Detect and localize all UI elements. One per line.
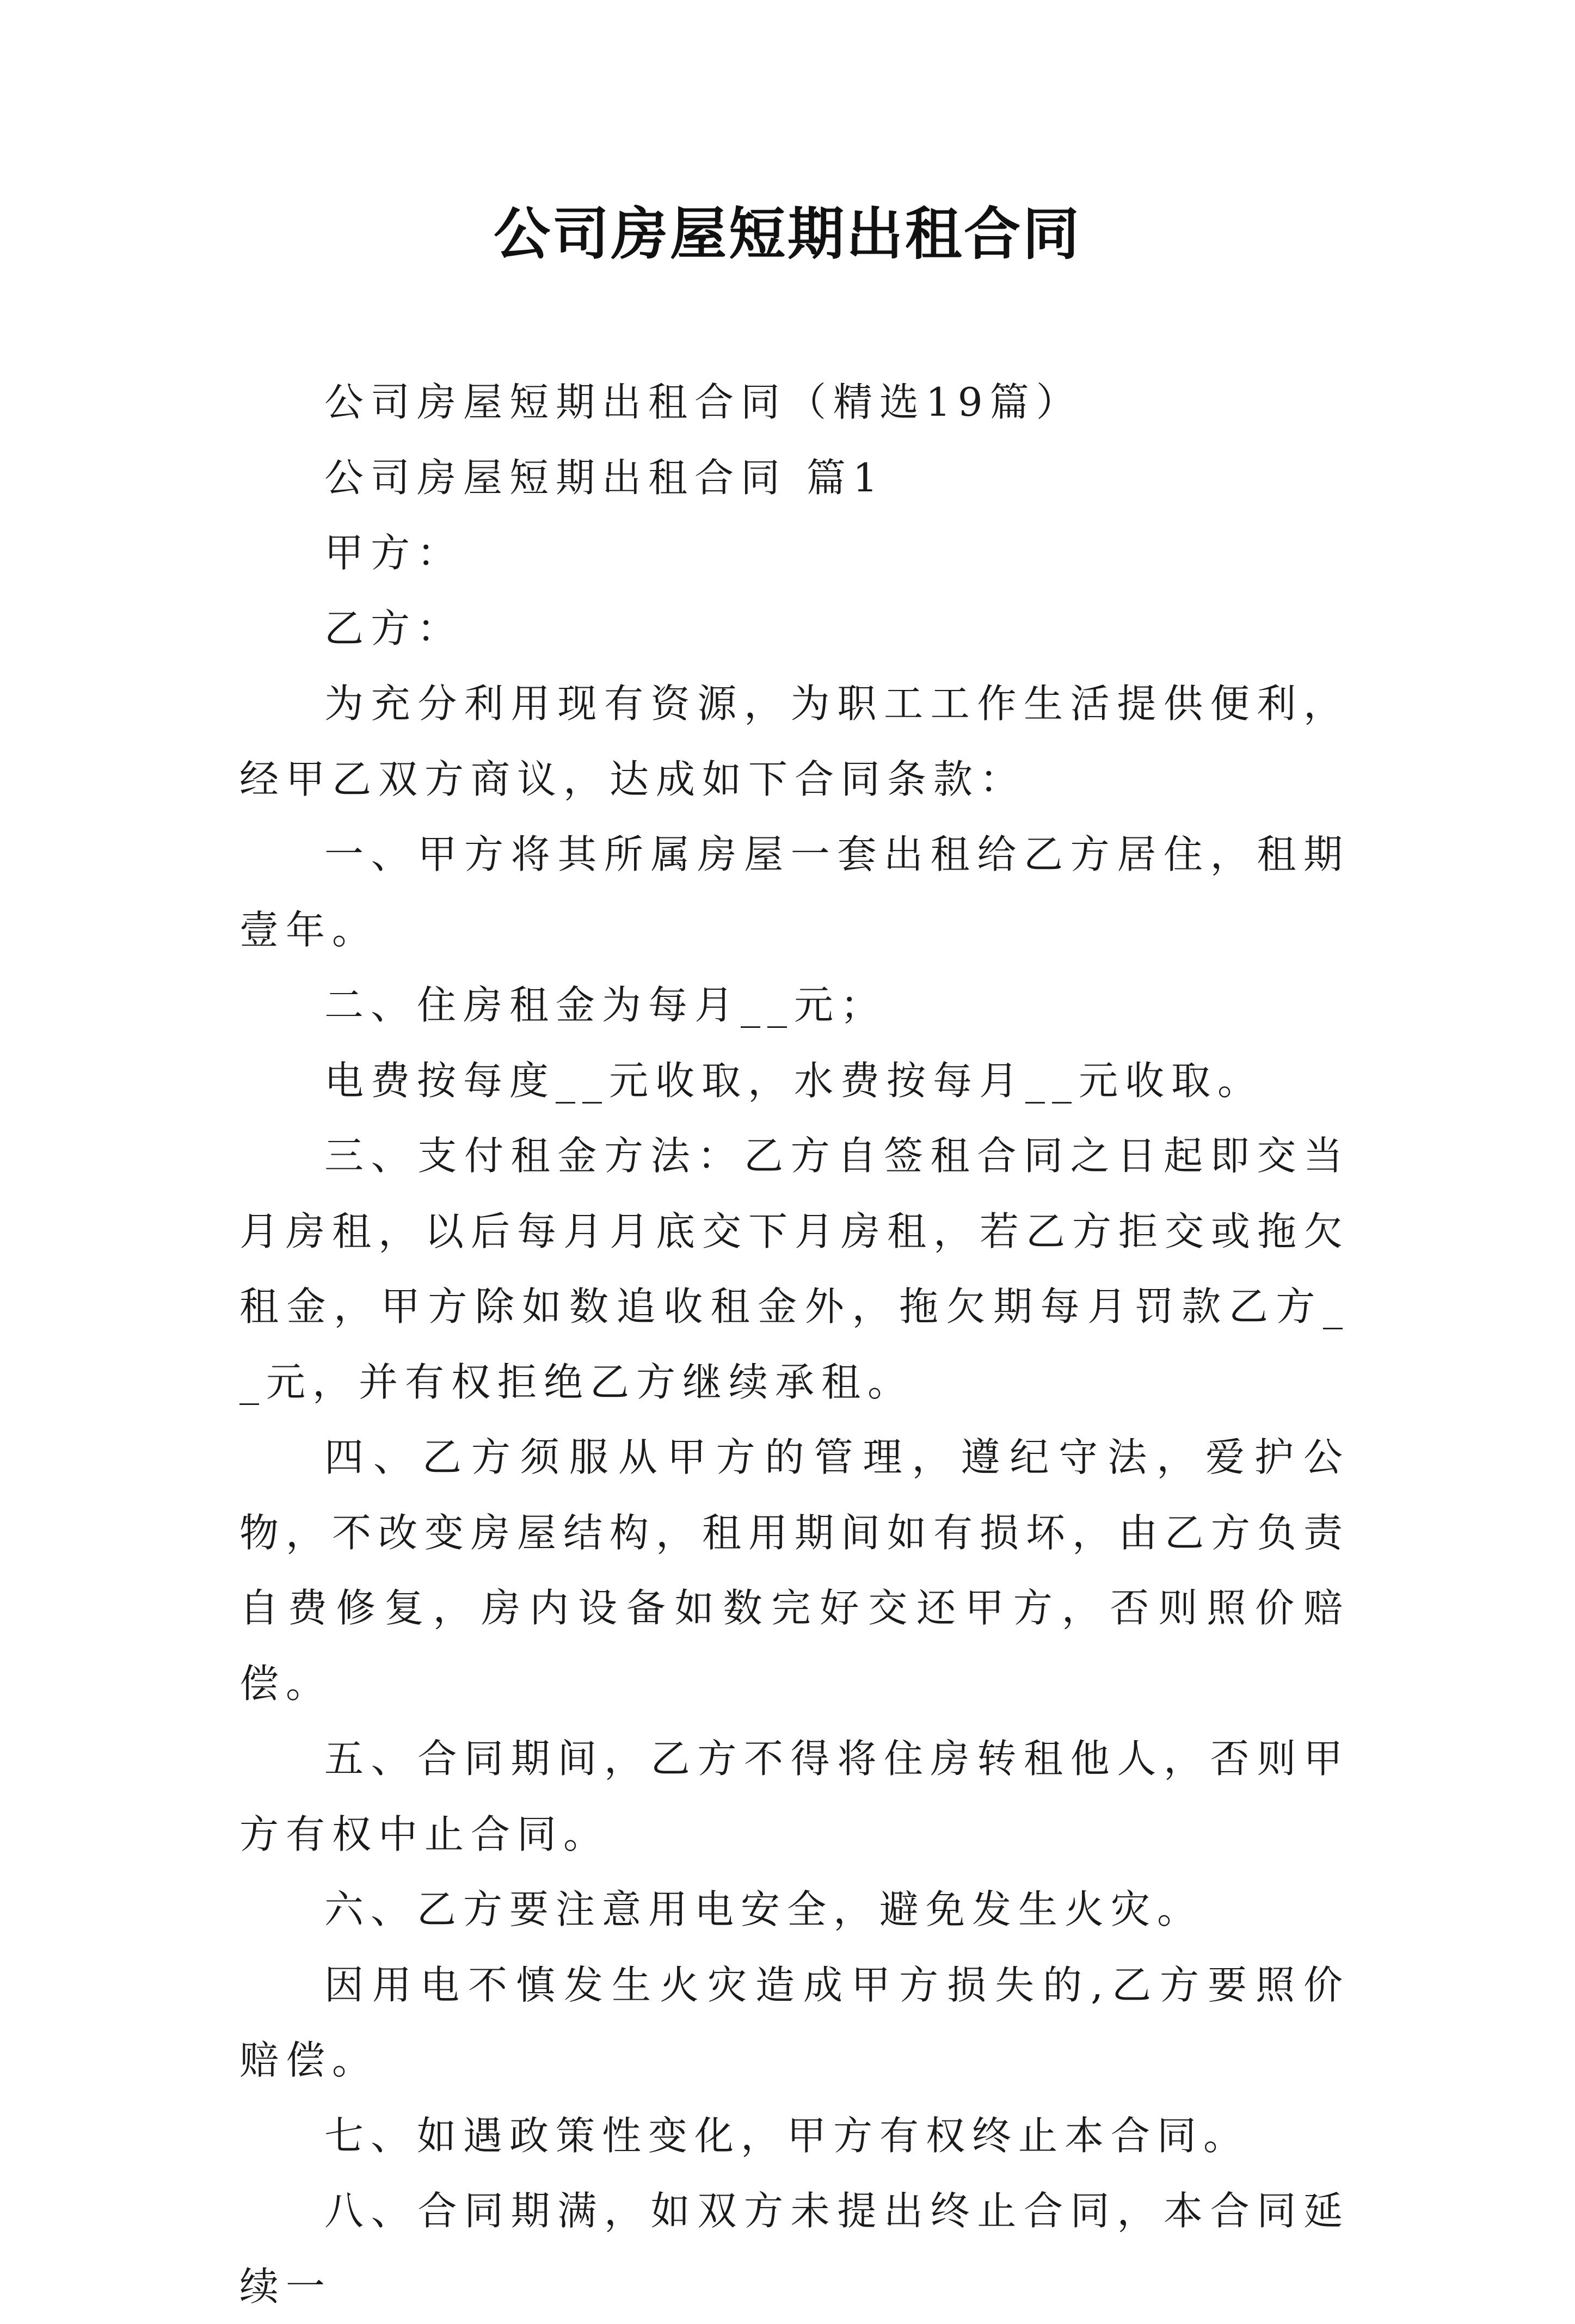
paragraph-clause-5: 五、合同期间，乙方不得将住房转租他人，否则甲方有权中止合同。 <box>239 1736 1350 1857</box>
paragraph-clause-4: 四、乙方须服从甲方的管理，遵纪守法，爱护公物，不改变房屋结构，租用期间如有损坏，由乙方负责自费修复，房内设备如数完好交还甲方，否则照价赔偿。 <box>239 1434 1350 1706</box>
document-title: 公司房屋短期出租合同 <box>493 201 1081 267</box>
paragraph-clause-8: 八、合同期满，如双方未提出终止合同，本合同延续一 <box>239 2188 1350 2309</box>
paragraph-party-a: 甲方： <box>324 530 464 576</box>
paragraph-party-b: 乙方： <box>324 605 464 651</box>
paragraph-preamble: 为充分利用现有资源，为职工工作生活提供便利，经甲乙双方商议，达成如下合同条款： <box>239 681 1350 802</box>
paragraph-clause-6: 六、乙方要注意用电安全，避免发生火灾。 <box>324 1887 1204 1932</box>
paragraph-clause-2: 二、住房租金为每月__元； <box>324 982 887 1028</box>
paragraph-clause-1: 一、甲方将其所属房屋一套出租给乙方居住，租期壹年。 <box>239 831 1350 953</box>
paragraph-fire-liability: 因用电不慎发生火灾造成甲方损失的,乙方要照价赔偿。 <box>239 1962 1350 2083</box>
paragraph-clause-7: 七、如遇政策性变化，甲方有权终止本合同。 <box>324 2112 1250 2159</box>
paragraph-section-heading: 公司房屋短期出租合同 篇1 <box>324 454 885 501</box>
paragraph-clause-3: 三、支付租金方法：乙方自签租合同之日起即交当月房租，以后每月月底交下月房租，若乙方拒交或拖欠租金，甲方除如数追收租金外，拖欠期每月罚款乙方__元，并有权拒绝乙方继续承租。 <box>239 1133 1350 1405</box>
document-body <box>239 365 1350 2324</box>
paragraph-subtitle: 公司房屋短期出租合同（精选19篇） <box>324 379 1082 425</box>
paragraph-utility-fees: 电费按每度__元收取，水费按每月__元收取。 <box>324 1057 1264 1104</box>
